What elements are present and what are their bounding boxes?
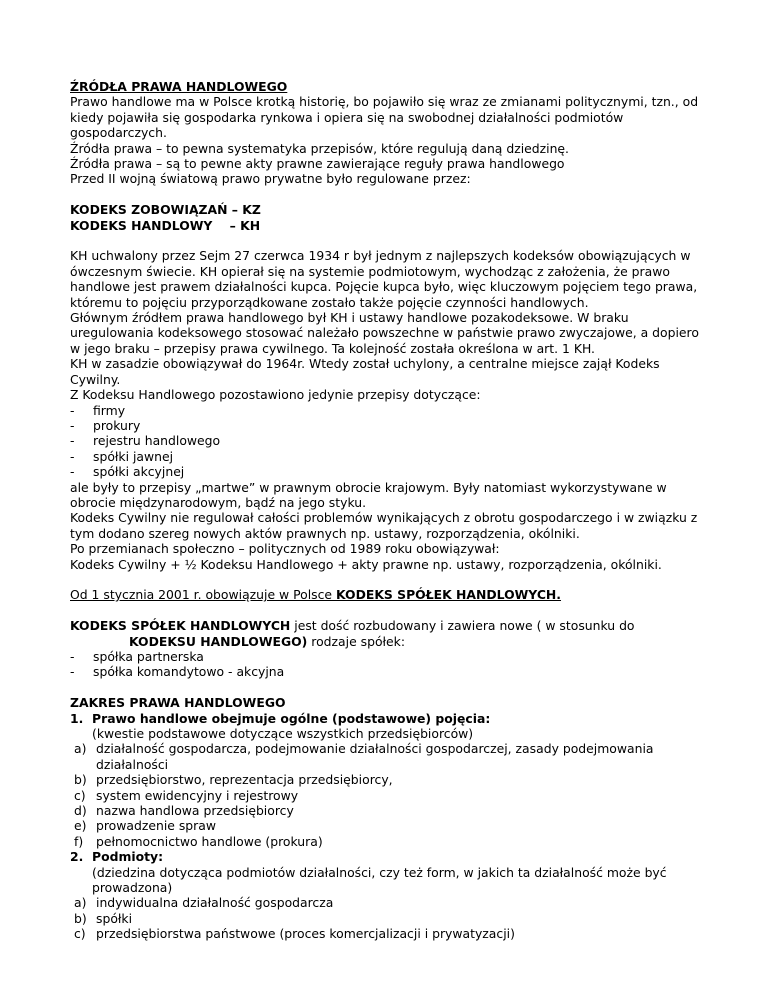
ksh-statement: Od 1 stycznia 2001 r. obowiązuje w Polsce KODEKS SPÓŁEK HANDLOWYCH. bbox=[70, 587, 562, 603]
scope-section-heading: 1. Prawo handlowe obejmuje ogólne (podstawowe) pojęcia: bbox=[70, 710, 491, 726]
list-item: b) spółki bbox=[74, 910, 133, 926]
kh-paragraph: KH uchwalony przez Sejm 27 czerwca 1934 r był jednym z najlepszych kodeksów obowiązujących w ówczesnym świecie. KH opierał się na systemie podmiotowym, wychodząc z założenia, że prawo handlowe jest prawem działalności kupca. Pojęcie kupca było, więc kluczowym pojęciem tego prawa, któremu to pojęciu przyporządkowane zostało także pojęcie czynności handlowych. bbox=[70, 248, 698, 310]
document-title: ŹRÓDŁA PRAWA HANDLOWEGO bbox=[70, 79, 288, 94]
scope-section-note: (kwestie podstawowe dotyczące wszystkich przedsiębiorców) bbox=[92, 725, 474, 741]
after-list-paragraph: ale były to przepisy „martwe” w prawnym obrocie krajowym. Były natomiast wykorzystywane w obrocie międzynarodowym, bądź na jego styku. bbox=[70, 479, 667, 510]
kh-paragraph: Z Kodeksu Handlowego pozostawiono jedynie przepisy dotyczące: bbox=[70, 387, 481, 403]
list-item: - spółki akcyjnej bbox=[70, 464, 185, 480]
spacer bbox=[70, 572, 700, 587]
list-item: d) nazwa handlowa przedsiębiorcy bbox=[74, 803, 294, 819]
after-list-paragraph: Po przemianach społeczno – politycznych od 1989 roku obowiązywał: bbox=[70, 541, 500, 557]
spacer bbox=[70, 187, 700, 202]
scope-heading: ZAKRES PRAWA HANDLOWEGO bbox=[70, 695, 286, 711]
list-item: a) działalność gospodarcza, podejmowanie działalności gospodarczej, zasady podejmowania działalności bbox=[74, 741, 654, 772]
list-item: e) prowadzenie spraw bbox=[74, 818, 216, 834]
list-item: - spółka partnerska bbox=[70, 648, 204, 664]
code-kz: KODEKS ZOBOWIĄZAŃ – KZ bbox=[70, 202, 261, 218]
kh-paragraph: KH w zasadzie obowiązywał do 1964r. Wtedy został uchylony, a centralne miejsce zajął Kodeks Cywilny. bbox=[70, 356, 660, 387]
intro-paragraph: Przed II wojną światową prawo prywatne było regulowane przez: bbox=[70, 171, 471, 187]
list-item: - spółki jawnej bbox=[70, 448, 174, 464]
spacer bbox=[70, 680, 700, 695]
scope-section-note: (dziedzina dotycząca podmiotów działalności, czy też form, w jakich ta działalność może być prowadzona) bbox=[92, 864, 667, 896]
list-item: - firmy bbox=[70, 402, 126, 418]
list-item: - spółka komandytowo - akcyjna bbox=[70, 664, 285, 680]
list-item: f) pełnomocnictwo handlowe (prokura) bbox=[74, 833, 323, 849]
list-item: c) przedsiębiorstwa państwowe (proces komercjalizacji i prywatyzacji) bbox=[74, 926, 515, 942]
list-item: a) indywidualna działalność gospodarcza bbox=[74, 895, 334, 911]
code-kh: KODEKS HANDLOWY – KH bbox=[70, 217, 261, 233]
intro-paragraph: Źródła prawa – to pewna systematyka przepisów, które regulują daną dziedzinę. bbox=[70, 140, 569, 156]
spacer bbox=[70, 233, 700, 248]
ksh-description: KODEKS SPÓŁEK HANDLOWYCH jest dość rozbudowany i zawiera nowe ( w stosunku do bbox=[70, 618, 635, 634]
list-item: c) system ewidencyjny i rejestrowy bbox=[74, 787, 299, 803]
list-item: - rejestru handlowego bbox=[70, 433, 221, 449]
list-item: - prokury bbox=[70, 417, 141, 433]
document-content bbox=[70, 79, 700, 942]
scope-section-heading: 2. Podmioty: bbox=[70, 849, 164, 865]
intro-paragraph: Źródła prawa – są to pewne akty prawne zawierające reguły prawa handlowego bbox=[70, 156, 565, 172]
list-item: b) przedsiębiorstwo, reprezentacja przedsiębiorcy, bbox=[74, 772, 393, 788]
after-list-paragraph: Kodeks Cywilny nie regulował całości problemów wynikających z obrotu gospodarczego i w związku z tym dodano szereg nowych aktów prawnych np. ustawy, rozporządzenia, okólniki. bbox=[70, 510, 698, 541]
ksh-description-continued: KODEKSU HANDLOWEGO) rodzaje spółek: bbox=[129, 633, 406, 649]
kh-paragraph: Głównym źródłem prawa handlowego był KH i ustawy handlowe pozakodeksowe. W braku uregulowania kodeksowego stosować należało powszechne w państwie prawo zwyczajowe, a dopiero w jego braku – przepisy prawa cywilnego. Ta kolejność została określona w art. 1 KH. bbox=[70, 310, 699, 356]
spacer bbox=[70, 603, 700, 618]
after-list-paragraph: Kodeks Cywilny + ½ Kodeksu Handlowego + akty prawne np. ustawy, rozporządzenia, okólniki. bbox=[70, 556, 662, 572]
intro-paragraph: Prawo handlowe ma w Polsce krotką historię, bo pojawiło się wraz ze zmianami politycznymi, tzn., od kiedy pojawiła się gospodarka rynkowa i opiera się na swobodnej działalności podmiotów gospodarczych. bbox=[70, 94, 699, 141]
